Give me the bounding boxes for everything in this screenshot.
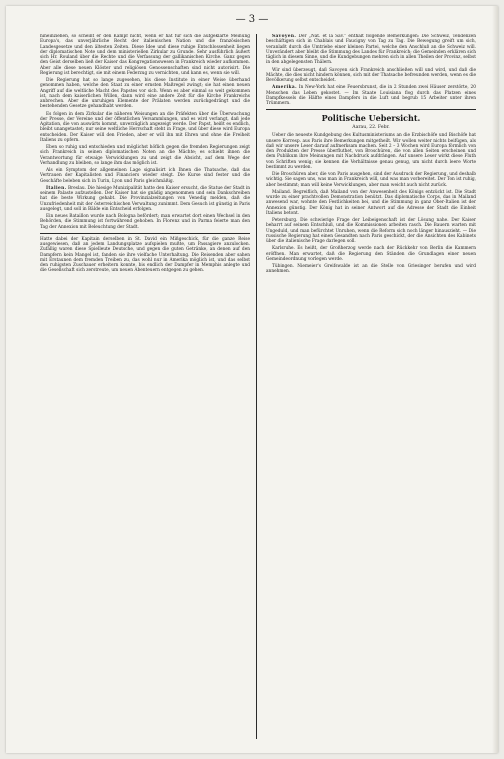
paragraph-text: Breslau. Die hiesige Munizipalität hatte den Kaiser ersucht, die Statue der Stadt in seinem Palaste aufzustellen. Der Kaiser hat sie gnädig angenommen und sein Dankschreiben hat die beste Wirkung gehabt. Die Provinzialzeitungen von Venedig melden, daß die Unzufriedenheit mit der österreichischen Verwaltung zunimmt. Dem Gesuch ist günstig in Paris ausgelegt, und soll in Bälde ein Entscheid erfolgen.: [40, 185, 250, 212]
right-column: [266, 34, 476, 734]
paragraph: Hatte dabei der Kapitain derselben in St. David ein Mißgeschick, für die ganze Reise ausgewiesen, daß an jedem Landungsplatze aufspielen mußte, um Passagiere anzulocken. Zufällig waren diese Spielleute Deutsche, und gegen die guten Getränke, an denen auf den Dampfern kein Mangel ist, fanden sie ihre vielfache Unterhaltung. Die Reisenden aber sahen mit Erstaunen dem fremden Treiben zu, das wohl nur in Amerika möglich ist, und das selbst den ruhigsten Zuschauer erheitern konnte, bis endlich der Dampfer in Memphis anlegte und die Gesellschaft sich zerstreute, um neuen Abenteuern entgegen zu gehen.: [40, 236, 250, 274]
section-keyword-italien: Italien.: [46, 185, 67, 191]
paragraph-text: Der „Nat. et la Sav.“ enthält folgende Bemerkungen: Die Schweiz, Tendenzen beschäftigen sich in Chablais und Faucigny von Tag zu Tag. Die Bewegung greift um sich, veranlaßt durch die Umtriebe einer kleinen Partei, welche den Anschluß an die Schweiz will. Unverändert aber bleibt die Stimmung des Landes für Frankreich; die Gemeinden erklären sich täglich in diesem Sinne, und die Kundgebungen mehren sich in allen Theilen der Provinz, selbst in den abgelegensten Thälern.: [266, 34, 476, 66]
paragraph: Karlsruhe. Es heißt, der Großherzog werde nach der Rückkehr von Berlin die Kammern eröffnen. Man erwartet, daß die Regierung den Ständen die Grundlagen einer neuen Gemeindeordnung vorlegen werde.: [266, 246, 476, 262]
paragraph: Ein neues Bataillon wurde nach Bologna befördert; man erwartet dort einen Wechsel in den Behörden, die Stimmung ist fortwährend gehoben. In Florenz und in Parma feierte man den Tag der Annexion mit Beleuchtung der Stadt.: [40, 214, 250, 230]
section-rule: [266, 109, 476, 110]
newspaper-page: [6, 6, 498, 753]
section-heading: Politische Uebersicht.: [321, 113, 421, 124]
paragraph: Als ein Symptom der allgemeinen Lage signalisirt ich Ihnen die Thatsache, daß das Vertrauen der Kapitalisten und Financiers wieder steigt. Die Kurse sind fester und die Geschäfte beleben sich in Turin, Lyon und Paris gleichmäßig.: [40, 168, 250, 184]
paragraph: Eben so ruhig und entschieden und möglichst höflich gegen die fremden Regierungen zeigt sich Frankreich in seinen diplomatischen Noten an die Mächte; es schiebt ihnen die Verantwortung für etwaige Verwicklungen zu und zeigt die Absicht, auf dem Wege der Verhandlung zu bleiben, so lange ihm das möglich ist.: [40, 145, 250, 166]
paragraph: Es folgen in dem Zirkular die näheren Weisungen an die Präfekten über die Überwachung der Presse, der Vereine und der öffentlichen Versammlungen, und es wird verlangt, daß jede Agitation, die von auswärts kommt, unverzüglich angezeigt werde. Der Papst, heißt es endlich, bleibt unangetastet; nur seine weltliche Herrschaft steht in Frage, und über diese wird Europa entscheiden. Der Kaiser will den Frieden, aber er will ihn mit Ehren und ohne die Freiheit Italiens zu opfern.: [40, 111, 250, 143]
paragraph-text: In New-York hat eine Feuersbrunst, die in 2 Stunden zwei Häuser zerstörte, 20 Menschen das Leben gekostet. — Im Staate Louisiana flog durch das Platzen eines Dampfkessels die Hälfte eines Dampfers in die Luft und begrub 15 Arbeiter unter ihren Trümmern.: [266, 85, 476, 106]
savoyen-item: [266, 34, 476, 66]
page-number: — 3 —: [235, 14, 269, 25]
paragraph: Petersburg. Die schwierige Frage der Leibeigenschaft ist der Lösung nahe. Der Kaiser beharrt auf seinem Entschluß, und die Kommissionen arbeiten rasch. Die Bauern warten mit Ungeduld, und man befürchtet Unruhen, wenn die Reform sich noch länger hinauszieht. — Die russische Regierung hat einen Gesandten nach Paris geschickt, der die Ansichten des Kabinets über die italienische Frage darlegen soll.: [266, 218, 476, 244]
amerika-item: [266, 85, 476, 106]
section-keyword-savoyen: Savoyen.: [272, 34, 297, 39]
left-column: [40, 34, 250, 734]
italien-item: [40, 186, 250, 212]
column-divider: [256, 34, 257, 739]
paragraph: Die Broschüren aber, die von Paris ausgehen, sind der Ausdruck der Regierung, und deshalb wichtig. Sie sagen uns, was man in Frankreich will, und was man vorbereitet. Der Ton ist ruhig, aber bestimmt; man will keine Verwicklungen, aber man weicht auch nicht zurück.: [266, 172, 476, 188]
paragraph: Tübingen. Niemeier's Greifswalde ist an die Stelle von Griesinger berufen und wird annehmen.: [266, 264, 476, 275]
paragraph: Die Regierung hat so lange zugesehen, bis diese Institute in einer Weise überhand genommen haben, welche den Staat zu einer ernsten Maßregel zwingt; sie hat einen neuen Angriff auf die weltliche Macht des Papstes vor sich. Wenn es aber einmal so weit gekommen ist, nach dem kaiserlichen Willen, dann wird eine andere Zeit für die Kirche Frankreichs anbrechen. Aber die unruhigen Elemente der Prälaten werden zurückgedrängt und die bestehenden Gesetze gehandhabt werden.: [40, 78, 250, 110]
paragraph: hineinziehen, so scheint er den Kampf nicht, wenn er hat für sich die aufgeklärte Meinung Europa's, das unverjährliche Recht der italienischen Nation und die französischen Landesgesetze und den ältesten Zeiten. Diese Idee und diese ruhige Entschlossenheit liegen der diplomatischen Note und dem ministeriellen Zirkular zu Grunde. Sehr ausführlich äußert sich Hr. Rouland über die Rechte und die Verfassung der gallikanischen Kirche. Ganz gegen den Geist derselben ließ der Kaiser das Kongregationswesen in Frankreich wieder aufkommen. Aber alle diese neuen Klöster und religiösen Genossenschaften sind nicht autorisirt. Die Regierung ist berechtigt, sie mit einem Federzug zu vernichten, und kann es, wenn sie will.: [40, 34, 250, 76]
section-rule: [40, 233, 250, 234]
page-edge-shadow: [492, 6, 498, 753]
paragraph: Wir sind überzeugt, daß Savoyen sich Frankreich anschließen will und wird, und daß die Mächte, die dies nicht hindern können, sich mit der Thatsache befreunden werden, wenn es die Bevölkerung selbst entscheidet.: [266, 67, 476, 83]
dateline: Aarau, 22. Febr.: [352, 125, 390, 131]
paragraph: Ueber die neueste Kundgebung des Kultusministeriums an die Erzbischöfe und Bischöfe hat unsere Korresp. aus Paris ihre Bemerkungen mitgetheilt. Wir wollen weiter nichts beifügen, als daß wir unsere Leser darauf aufmerksam machen. Seit 2 – 3 Wochen wird Europa förmlich von den Produkten der Presse überfluthet, von Broschüren, die von allen Seiten erscheinen und dem Publikum ihre Meinungen mit Nachdruck aufdrängen. Auf unsere Leser wirkt diese Fluth von Schriften wenig; sie kennen die Verhältnisse genau genug, um nicht durch leere Worte bestimmt zu werden.: [266, 133, 476, 170]
section-keyword-amerika: Amerika.: [272, 85, 297, 91]
paragraph: Mailand. Begreiflich, daß Mailand von der Anwesenheit des Königs entzückt ist. Die Stadt wurde zu einer prachtvollen Demonstration benützt. Das diplomatische Corps, das in Mailand anwesend war, wohnte den Festlichkeiten bei, und die Stimmung in ganz Ober-Italien ist der Annexion günstig. Der König hat in seiner Antwort auf die Adresse der Stadt die Einheit Italiens betont.: [266, 189, 476, 216]
